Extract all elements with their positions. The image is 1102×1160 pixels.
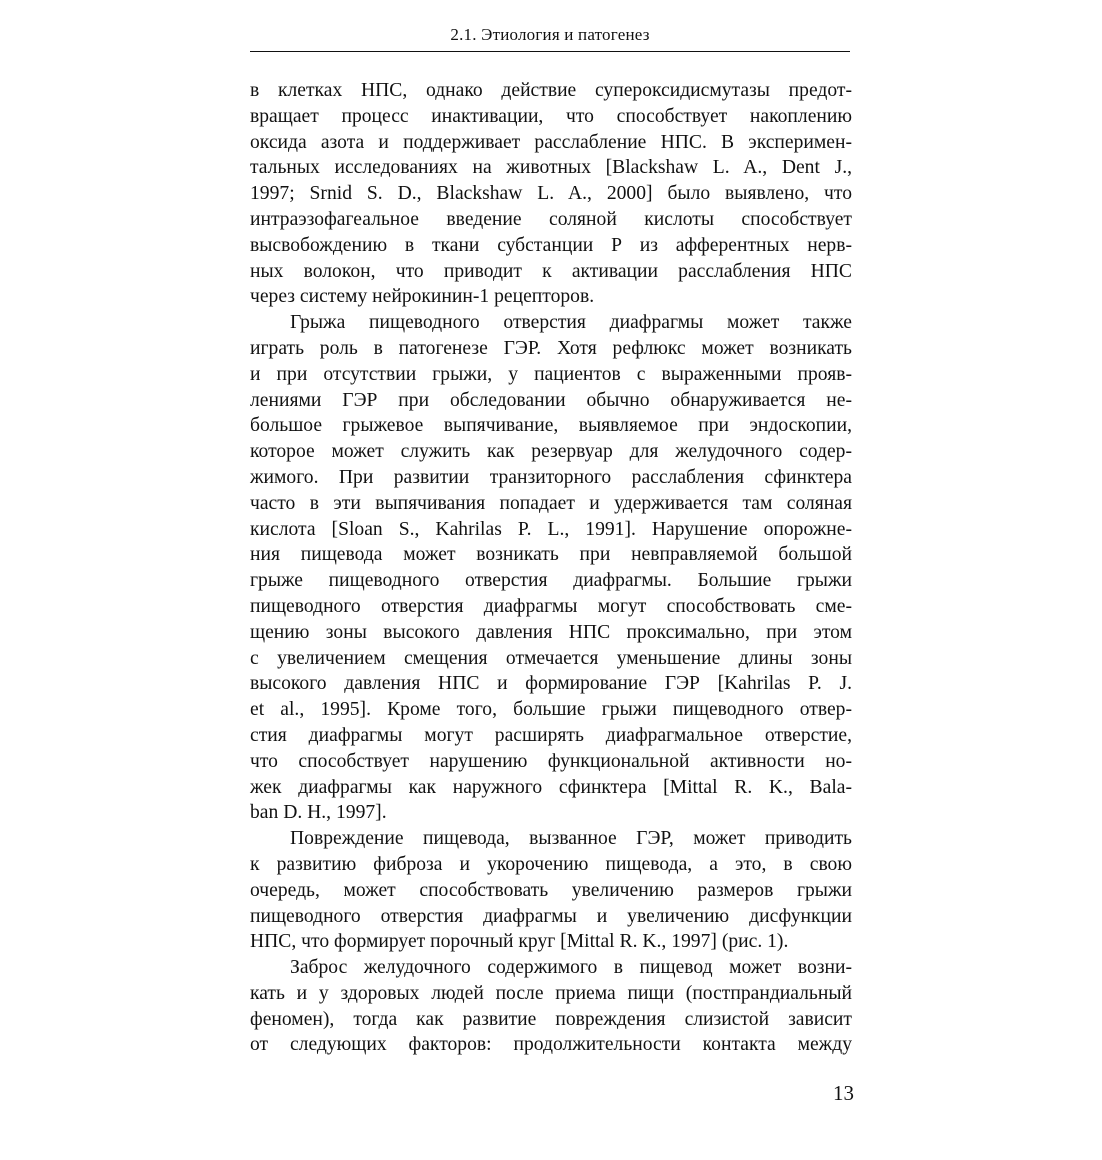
text-line: что способствует нарушению функциональной активности но- — [250, 750, 852, 772]
text-line: кислота [Sloan S., Kahrilas P. L., 1991]. Нарушение опорожне- — [250, 518, 852, 540]
paragraph — [250, 78, 852, 310]
text-line: et al., 1995]. Кроме того, большие грыжи пищеводного отвер- — [250, 699, 852, 721]
text-line: феномен), тогда как развитие повреждения слизистой зависит — [250, 1008, 852, 1030]
text-line: и при отсутствии грыжи, у пациентов с выраженными прояв- — [250, 363, 852, 385]
text-line: играть роль в патогенезе ГЭР. Хотя рефлюкс может возникать — [250, 337, 852, 359]
text-line: очередь, может способствовать увеличению размеров грыжи — [250, 879, 852, 901]
text-line: тальных исследованиях на животных [Blackshaw L. A., Dent J., — [250, 157, 852, 179]
text-line: щению зоны высокого давления НПС проксимально, при этом — [250, 621, 852, 643]
header-rule — [250, 51, 850, 52]
text-line: ния пищевода может возникать при невправляемой большой — [250, 544, 852, 566]
text-line: большое грыжевое выпячивание, выявляемое при эндоскопии, — [250, 415, 852, 437]
page-number: 13 — [833, 1081, 854, 1105]
text-line: Повреждение пищевода, вызванное ГЭР, может приводить — [290, 828, 852, 850]
text-line: высвобождению в ткани субстанции Р из афферентных нерв- — [250, 234, 852, 256]
text-line: Грыжа пищеводного отверстия диафрагмы может также — [290, 312, 852, 334]
text-line: к развитию фиброза и укорочению пищевода, а это, в свою — [250, 853, 852, 875]
text-line: часто в эти выпячивания попадает и удерживается там соляная — [250, 492, 852, 514]
text-line: жимого. При развитии транзиторного расслабления сфинктера — [250, 466, 852, 488]
text-line: интраэзофагеальное введение соляной кислоты способствует — [250, 208, 852, 230]
body-text — [250, 78, 852, 1058]
text-line: Заброс желудочного содержимого в пищевод может возни- — [290, 957, 852, 979]
text-line: пищеводного отверстия диафрагмы и увеличению дисфункции — [250, 905, 852, 927]
text-line: 1997; Srnid S. D., Blackshaw L. A., 2000] было выявлено, что — [250, 183, 852, 205]
text-line: в клетках НПС, однако действие супероксидисмутазы предот- — [250, 80, 852, 101]
text-line: пищеводного отверстия диафрагмы могут способствовать сме- — [250, 595, 852, 617]
paragraph — [250, 826, 852, 955]
text-line: вращает процесс инактивации, что способствует накоплению — [250, 105, 852, 127]
text-line: грыже пищеводного отверстия диафрагмы. Большие грыжи — [250, 570, 852, 592]
paragraph — [250, 310, 852, 826]
text-line: ных волокон, что приводит к активации расслабления НПС — [250, 260, 852, 282]
text-line: через систему нейрокинин-1 рецепторов. — [250, 286, 595, 308]
text-line: с увеличением смещения отмечается уменьшение длины зоны — [250, 647, 852, 669]
text-line: лениями ГЭР при обследовании обычно обнаруживается не- — [250, 389, 852, 411]
text-line: оксида азота и поддерживает расслабление НПС. В эксперимен- — [250, 131, 852, 153]
text-line: высокого давления НПС и формирование ГЭР [Kahrilas P. J. — [250, 673, 852, 695]
text-line: от следующих факторов: продолжительности контакта между — [250, 1034, 852, 1056]
text-line: НПС, что формирует порочный круг [Mittal R. K., 1997] (рис. 1). — [250, 931, 789, 953]
text-line: жек диафрагмы как наружного сфинктера [Mittal R. K., Bala- — [250, 776, 852, 798]
text-line: которое может служить как резервуар для желудочного содер- — [250, 441, 852, 463]
text-line: стия диафрагмы могут расширять диафрагмальное отверстие, — [250, 724, 852, 746]
running-header: 2.1. Этиология и патогенез — [450, 25, 650, 44]
text-line: кать и у здоровых людей после приема пищи (постпрандиальный — [250, 982, 852, 1004]
paragraph — [250, 955, 852, 1058]
text-line: ban D. H., 1997]. — [250, 802, 387, 824]
